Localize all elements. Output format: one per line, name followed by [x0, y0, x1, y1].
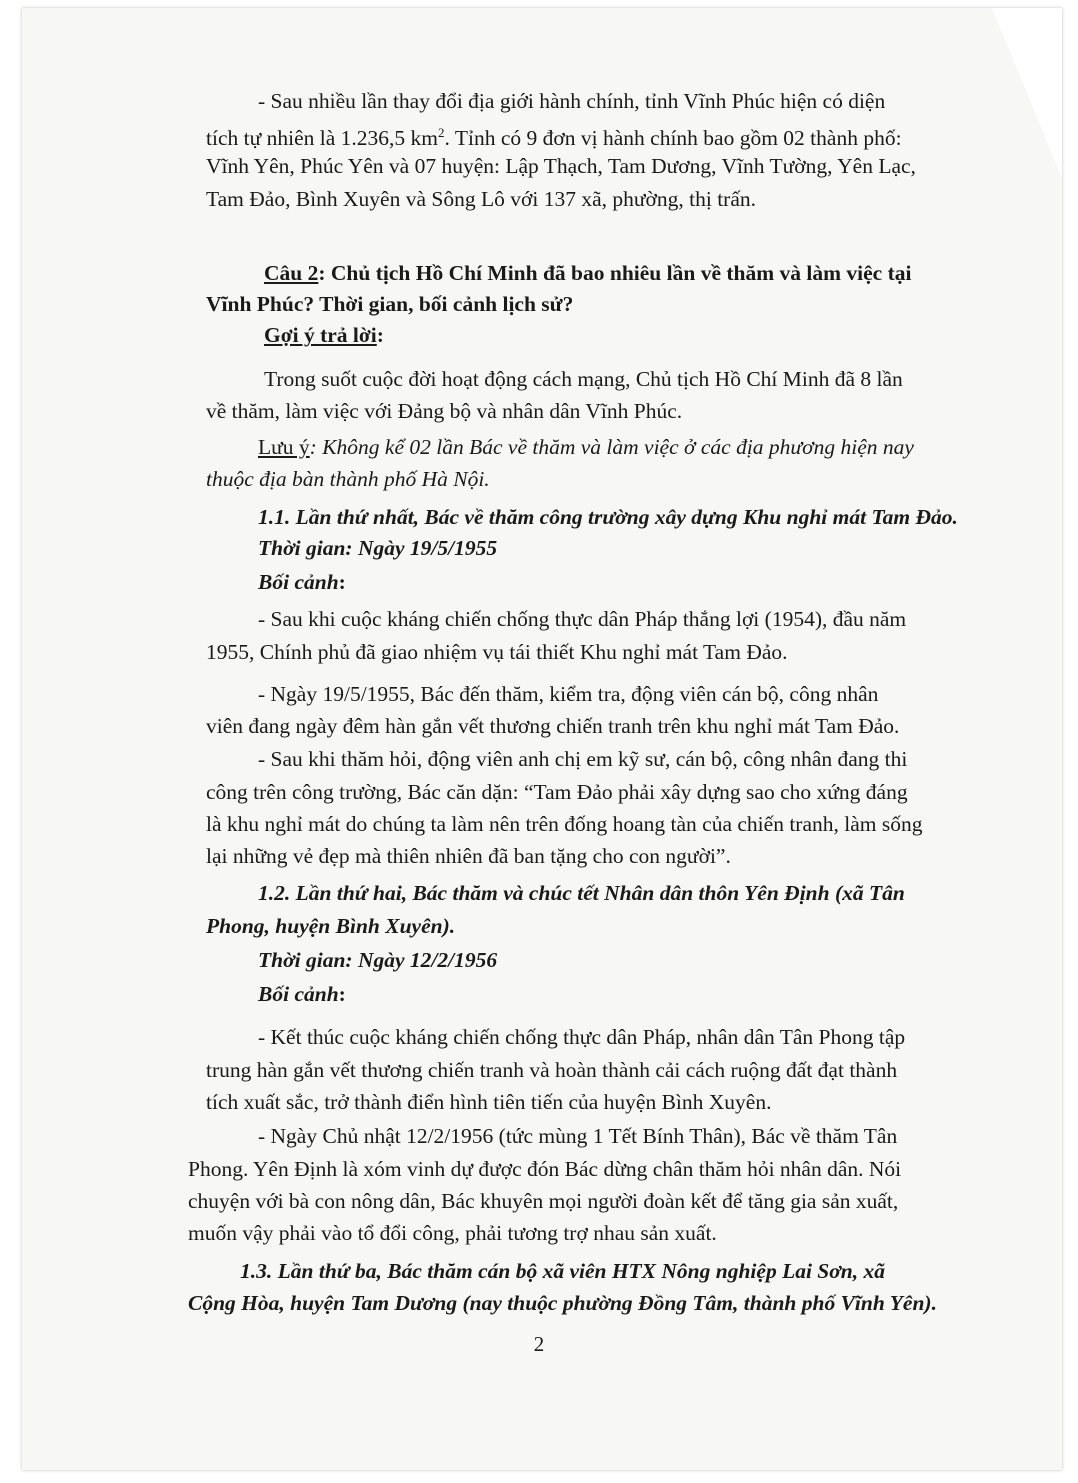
hint-line	[264, 320, 384, 350]
question-label: Câu 2	[264, 261, 319, 285]
section-2-p2-line-2: Phong. Yên Định là xóm vinh dự được đón Bác dừng chân thăm hỏi nhân dân. Nói	[188, 1157, 902, 1181]
section-1-p3-line-3: là khu nghỉ mát do chúng ta làm nên trên đống hoang tàn của chiến tranh, làm sống	[206, 812, 923, 836]
section-2-context-heading: Bối cảnh:	[258, 982, 346, 1006]
intro-line-2	[206, 118, 902, 153]
section-2-p2-line-1: - Ngày Chủ nhật 12/2/1956 (tức mùng 1 Tết Bính Thân), Bác về thăm Tân	[258, 1124, 898, 1148]
section-2-title-line-2: Phong, huyện Bình Xuyên).	[206, 914, 456, 938]
intro-line-4: Tam Đảo, Bình Xuyên và Sông Lô với 137 xã, phường, thị trấn.	[206, 187, 757, 211]
intro-line-2-prefix: tích tự nhiên là 1.236,5 km	[206, 126, 438, 151]
note-text-1: : Không kể 02 lần Bác về thăm và làm việc ở các địa phương hiện nay	[309, 435, 914, 459]
note-label: Lưu ý	[258, 435, 310, 459]
section-2-p2-line-3: chuyện với bà con nông dân, Bác khuyên mọi người đoàn kết để tăng gia sản xuất,	[188, 1189, 899, 1213]
section-1-context-heading: Bối cảnh:	[258, 570, 346, 594]
question-text-1: : Chủ tịch Hồ Chí Minh đã bao nhiêu lần về thăm và làm việc tại	[318, 261, 912, 285]
note-line-1	[258, 432, 914, 462]
answer-line-2: về thăm, làm việc với Đảng bộ và nhân dân Vĩnh Phúc.	[206, 399, 683, 423]
section-1-p3-line-1: - Sau khi thăm hỏi, động viên anh chị em kỹ sư, cán bộ, công nhân đang thi	[258, 747, 908, 771]
section-1-p1-line-2: 1955, Chính phủ đã giao nhiệm vụ tái thiết Khu nghỉ mát Tam Đảo.	[206, 640, 788, 664]
intro-line-3: Vĩnh Yên, Phúc Yên và 07 huyện: Lập Thạch, Tam Dương, Vĩnh Tường, Yên Lạc,	[206, 154, 916, 178]
section-2-p2-line-4: muốn vậy phải vào tổ đổi công, phải tương trợ nhau sản xuất.	[188, 1221, 717, 1245]
question-line-1	[264, 258, 911, 288]
hint-colon: :	[376, 323, 384, 347]
section-3-title-line-2: Cộng Hòa, huyện Tam Dương (nay thuộc phường Đồng Tâm, thành phố Vĩnh Yên).	[188, 1291, 937, 1315]
answer-line-1: Trong suốt cuộc đời hoạt động cách mạng, Chủ tịch Hồ Chí Minh đã 8 lần	[264, 367, 903, 391]
section-1-p3-line-2: công trên công trường, Bác căn dặn: “Tam Đảo phải xây dựng sao cho xứng đáng	[206, 780, 908, 804]
intro-line-2-suffix: . Tỉnh có 9 đơn vị hành chính bao gồm 02 thành phố:	[444, 126, 902, 151]
note-line-2: thuộc địa bàn thành phố Hà Nội.	[206, 467, 490, 491]
page-number: 2	[533, 1332, 545, 1356]
section-3-title-line-1: 1.3. Lần thứ ba, Bác thăm cán bộ xã viên HTX Nông nghiệp Lai Sơn, xã	[240, 1259, 885, 1283]
section-2-time: Thời gian: Ngày 12/2/1956	[258, 948, 498, 972]
section-2-context-label: Bối cảnh	[258, 982, 339, 1006]
section-2-p1-line-2: trung hàn gắn vết thương chiến tranh và hoàn thành cải cách ruộng đất đạt thành	[206, 1058, 898, 1082]
section-2-title-line-1: 1.2. Lần thứ hai, Bác thăm và chúc tết Nhân dân thôn Yên Định (xã Tân	[258, 881, 905, 905]
superscript-2: 2	[438, 125, 445, 140]
section-1-p2-line-1: - Ngày 19/5/1955, Bác đến thăm, kiểm tra, động viên cán bộ, công nhân	[258, 682, 879, 706]
section-1-context-label: Bối cảnh	[258, 570, 339, 594]
section-1-title: 1.1. Lần thứ nhất, Bác về thăm công trường xây dựng Khu nghỉ mát Tam Đảo.	[258, 505, 958, 529]
section-1-p2-line-2: viên đang ngày đêm hàn gắn vết thương chiến tranh trên khu nghỉ mát Tam Đảo.	[206, 714, 900, 738]
section-2-p1-line-1: - Kết thúc cuộc kháng chiến chống thực dân Pháp, nhân dân Tân Phong tập	[258, 1025, 906, 1049]
question-line-2: Vĩnh Phúc? Thời gian, bối cảnh lịch sử?	[206, 292, 574, 316]
section-2-p1-line-3: tích xuất sắc, trở thành điển hình tiên tiến của huyện Bình Xuyên.	[206, 1090, 772, 1114]
section-1-p1-line-1: - Sau khi cuộc kháng chiến chống thực dân Pháp thắng lợi (1954), đầu năm	[258, 607, 907, 631]
section-1-p3-line-4: lại những vẻ đẹp mà thiên nhiên đã ban tặng cho con người”.	[206, 844, 731, 868]
hint-label: Gợi ý trả lời	[264, 323, 377, 347]
intro-line-1: - Sau nhiều lần thay đổi địa giới hành chính, tỉnh Vĩnh Phúc hiện có diện	[258, 89, 886, 113]
section-1-time: Thời gian: Ngày 19/5/1955	[258, 536, 498, 560]
